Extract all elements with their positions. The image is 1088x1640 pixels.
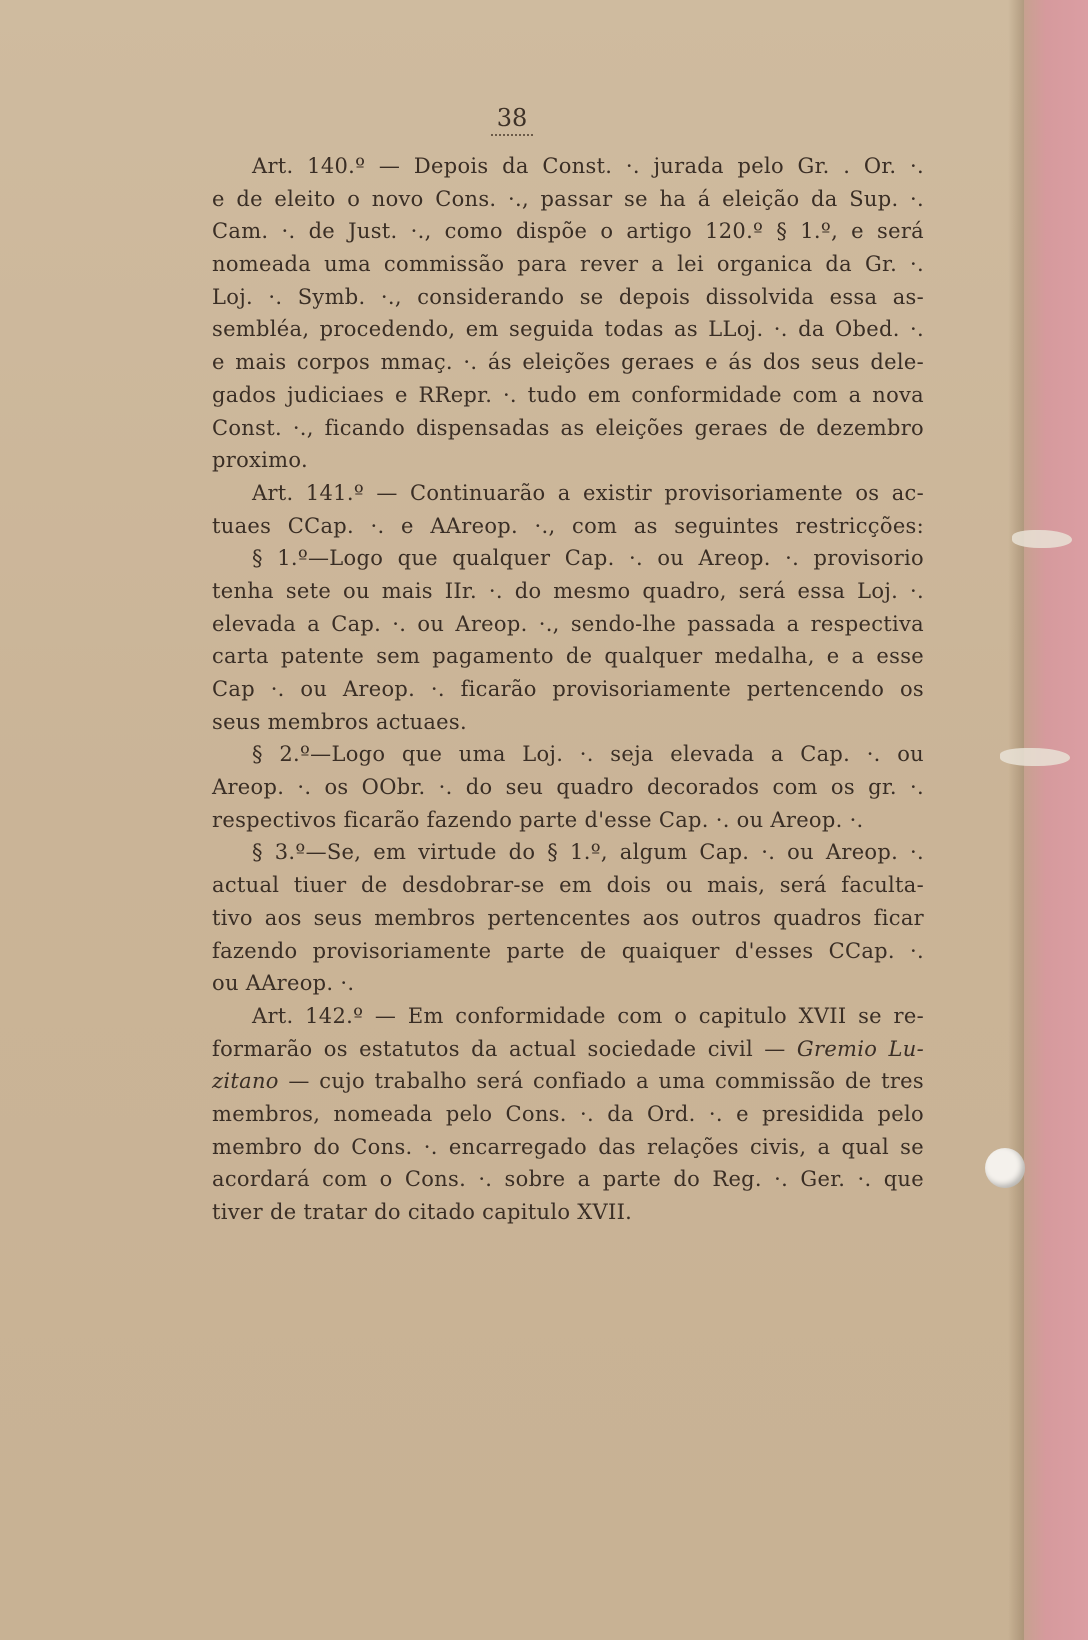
text-line: Cap ·. ou Areop. ·. ficarão provisoriamente pertencendo os bbox=[212, 677, 924, 701]
text-line: nomeada uma commissão para rever a lei organica da Gr. ·. bbox=[212, 252, 924, 277]
text-segment: — cujo trabalho será confiado a uma commissão de tres bbox=[278, 1069, 924, 1094]
text-line: sembléa, procedendo, em seguida todas as LLoj. ·. da Obed. ·. bbox=[212, 317, 924, 342]
text-line-gremio bbox=[212, 1033, 924, 1066]
text-line: § 3.º—Se, em virtude do § 1.º, algum Cap. ·. ou Areop. ·. bbox=[252, 840, 924, 865]
text-line: tiver de tratar do citado capitulo XVII. bbox=[212, 1200, 633, 1224]
text-line: proximo. bbox=[212, 448, 308, 473]
text-line: Areop. ·. os OObr. ·. do seu quadro decorados com os gr. ·. bbox=[212, 775, 924, 800]
text-line: § 1.º—Logo que qualquer Cap. ·. ou Areop. ·. provisorio bbox=[252, 546, 924, 571]
page-number: 38 bbox=[0, 104, 1024, 136]
text-line: tenha sete ou mais IIr. ·. do mesmo quadro, será essa Loj. ·. bbox=[212, 578, 924, 603]
text-line: Art. 142.º — Em conformidade com o capitulo XVII se re- bbox=[252, 1003, 924, 1028]
text-line: § 2.º—Logo que uma Loj. ·. seja elevada a Cap. ·. ou bbox=[252, 742, 924, 767]
text-line: ou AAreop. ·. bbox=[212, 971, 355, 996]
text-line: membro do Cons. ·. encarregado das relações civis, a qual se bbox=[212, 1134, 924, 1159]
text-line: tivo aos seus membros pertencentes aos outros quadros ficar bbox=[212, 905, 924, 930]
text-line-zitano bbox=[212, 1065, 924, 1098]
paper-tear bbox=[1000, 748, 1070, 766]
text-line: acordará com o Cons. ·. sobre a parte do Reg. ·. Ger. ·. que bbox=[212, 1167, 924, 1192]
italic-text: Gremio Lu- bbox=[796, 1036, 924, 1061]
text-line: Art. 141.º — Continuarão a existir provisoriamente os ac- bbox=[252, 480, 924, 505]
text-line: respectivos ficarão fazendo parte d'esse Cap. ·. ou Areop. ·. bbox=[212, 807, 864, 832]
text-line: Const. ·., ficando dispensadas as eleições geraes de dezembro bbox=[212, 415, 924, 440]
paper-tear bbox=[1012, 530, 1072, 548]
text-line: gados judiciaes e RRepr. ·. tudo em conformidade com a nova bbox=[212, 382, 924, 407]
text-line: e de eleito o novo Cons. ·., passar se ha á eleição da Sup. ·. bbox=[212, 186, 924, 211]
binding-hole bbox=[985, 1148, 1025, 1188]
text-segment: formarão os estatutos da actual sociedade civil — bbox=[212, 1036, 797, 1061]
text-line: seus membros actuaes. bbox=[212, 709, 467, 734]
text-line: e mais corpos mmaç. ·. ás eleições geraes e ás dos seus dele- bbox=[212, 350, 924, 375]
text-line: membros, nomeada pelo Cons. ·. da Ord. ·. e presidida pelo bbox=[212, 1101, 924, 1126]
pink-cover-strip bbox=[1024, 0, 1088, 1640]
text-line: actual tiuer de desdobrar-se em dois ou mais, será faculta- bbox=[212, 873, 924, 898]
body-text bbox=[212, 150, 924, 1229]
text-line: carta patente sem pagamento de qualquer medalha, e a esse bbox=[212, 644, 924, 669]
text-line: tuaes CCap. ·. e AAreop. ·., com as seguintes restricções: bbox=[212, 513, 924, 538]
text-line: Loj. ·. Symb. ·., considerando se depois dissolvida essa as- bbox=[212, 284, 924, 309]
text-line: Art. 140.º — Depois da Const. ·. jurada pelo Gr. . Or. ·. bbox=[252, 154, 924, 178]
italic-text: zitano bbox=[212, 1069, 279, 1094]
text-line: Cam. ·. de Just. ·., como dispõe o artigo 120.º § 1.º, e será bbox=[212, 219, 924, 244]
text-line: elevada a Cap. ·. ou Areop. ·., sendo-lhe passada a respectiva bbox=[212, 611, 924, 636]
text-line: fazendo provisoriamente parte de quaiquer d'esses CCap. ·. bbox=[212, 938, 924, 963]
